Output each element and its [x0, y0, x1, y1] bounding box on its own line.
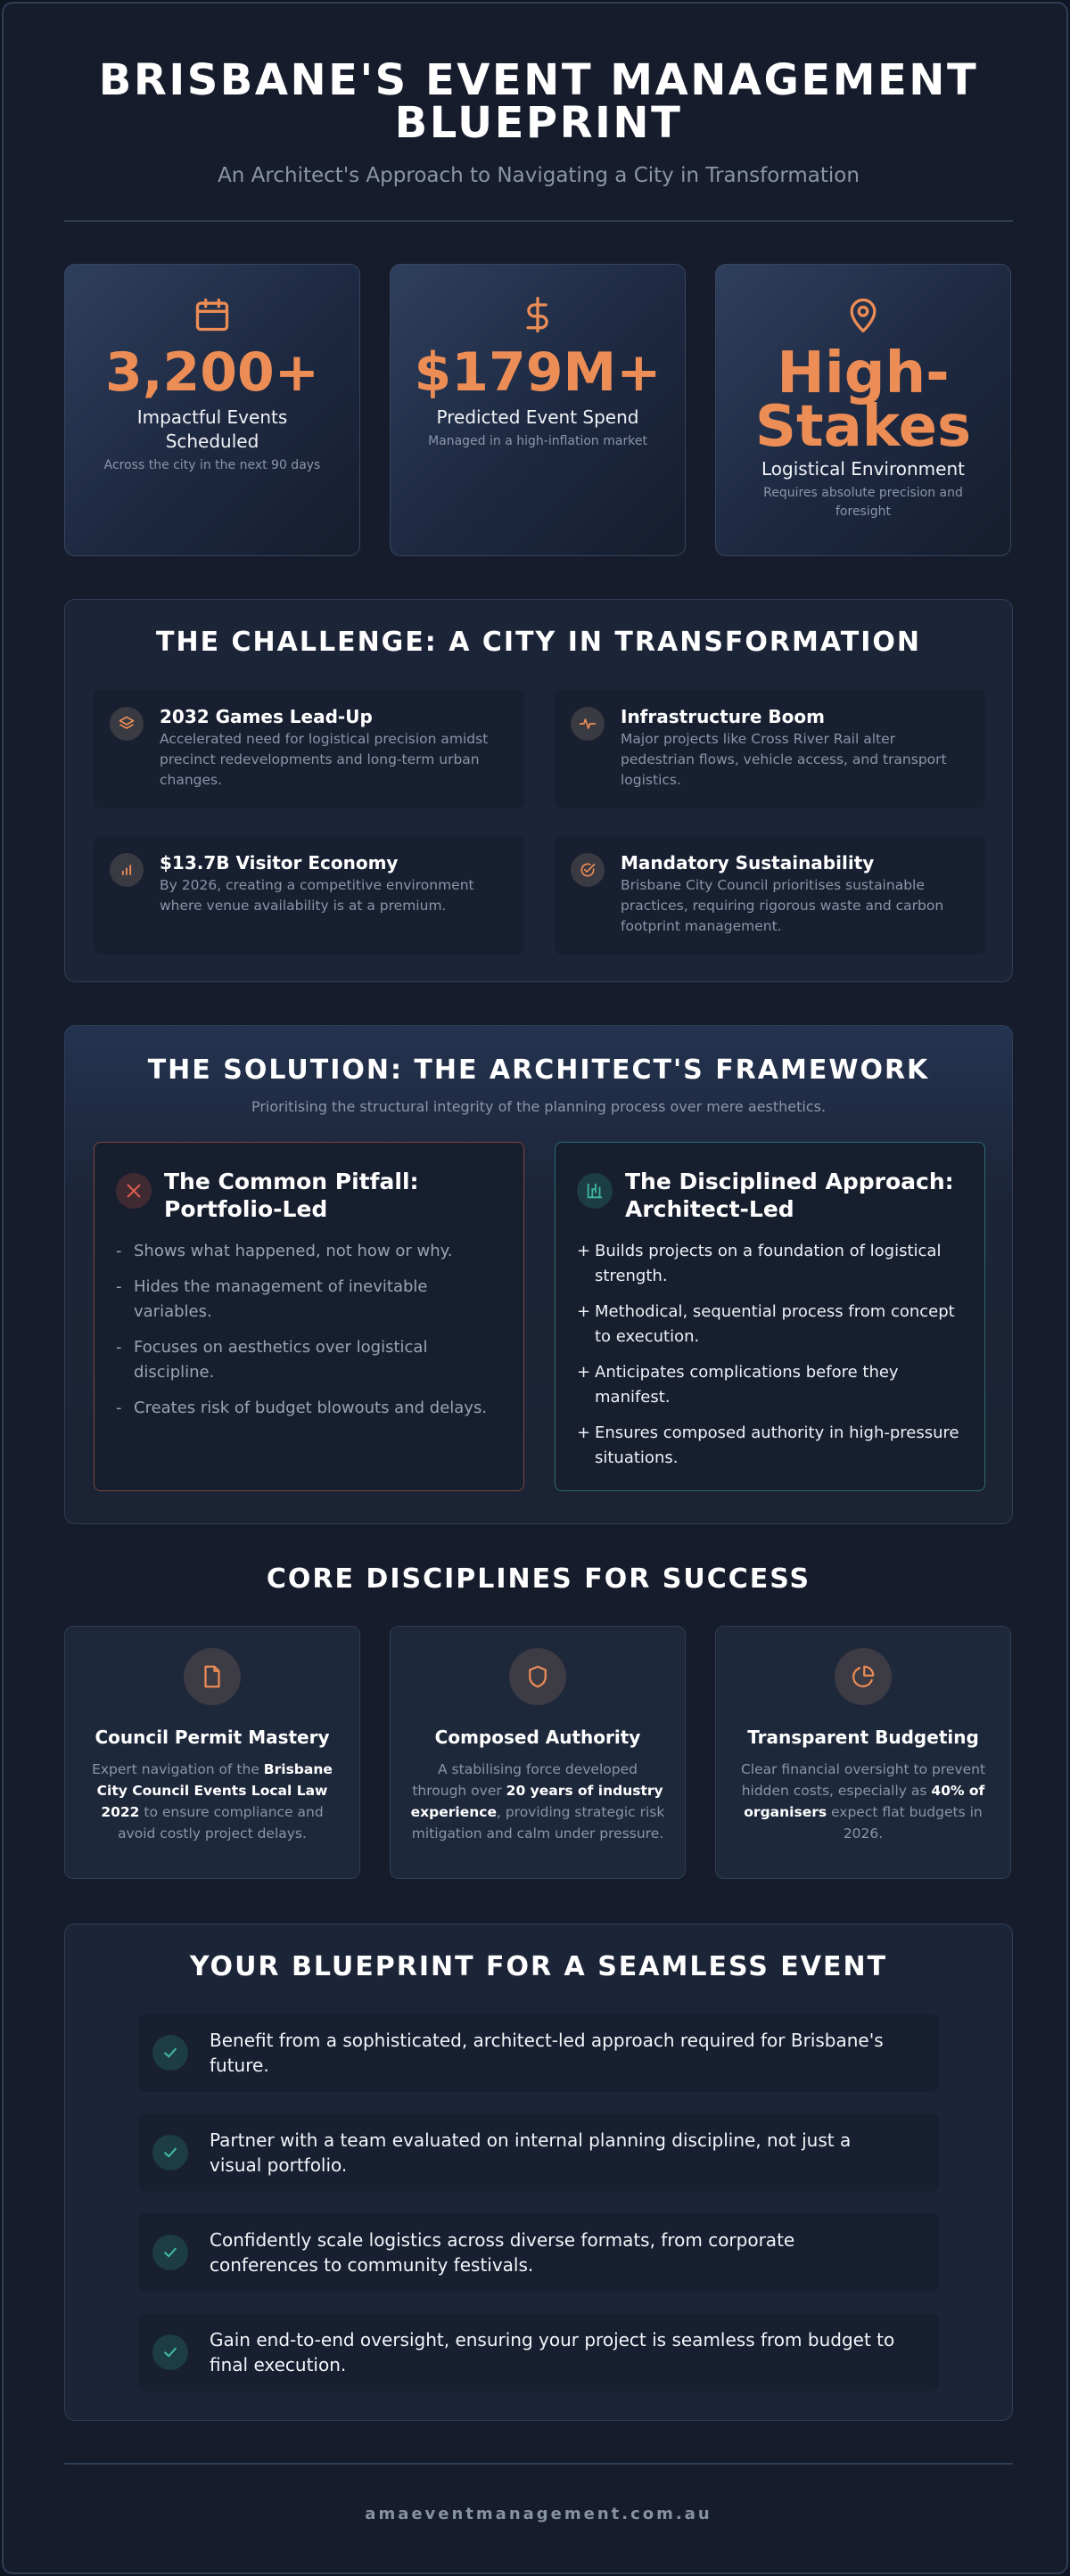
layers-icon — [110, 707, 144, 741]
calendar-icon — [193, 295, 232, 334]
blueprint-text: Confidently scale logistics across diverse formats, from corporate conferences to community festivals. — [210, 2229, 795, 2276]
blueprint-item — [138, 2014, 939, 2092]
stat-value: $179M+ — [414, 341, 662, 404]
solution-section — [64, 1025, 1013, 1524]
blueprint-icon — [577, 1173, 613, 1209]
core-card-permit — [64, 1626, 360, 1879]
blueprint-text: Benefit from a sophisticated, architect-led approach required for Brisbane's future. — [210, 2030, 884, 2076]
challenge-body: Accelerated need for logistical precision amidst precinct redevelopments and long-term urban changes. — [160, 731, 489, 788]
challenge-item — [94, 835, 524, 955]
core-body: A stabilising force developed through over 20 years of industry experience, providing strategic risk mitigation and calm under pressure. — [410, 1761, 665, 1842]
challenge-heading: Infrastructure Boom — [621, 706, 825, 727]
challenge-body: By 2026, creating a competitive environment where venue availability is at a premium. — [160, 877, 474, 914]
core-card-budgeting — [715, 1626, 1011, 1879]
stat-card-events — [64, 264, 360, 556]
challenge-grid — [94, 689, 985, 955]
challenge-item — [94, 689, 524, 808]
infographic-frame — [2, 2, 1068, 2574]
list-item: + Methodical, sequential process from concept to execution. — [577, 1302, 955, 1346]
pitfall-card — [94, 1142, 524, 1491]
challenge-section — [64, 599, 1013, 982]
shield-icon — [509, 1648, 566, 1705]
check-icon — [152, 2235, 188, 2270]
check-icon — [152, 2334, 188, 2370]
challenge-title: THE CHALLENGE: A CITY IN TRANSFORMATION — [156, 627, 921, 658]
page-title: BRISBANE'S EVENT MANAGEMENT BLUEPRINT — [98, 55, 979, 148]
challenge-heading: $13.7B Visitor Economy — [160, 852, 399, 874]
list-item: - Hides the management of inevitable variables. — [116, 1277, 428, 1321]
stats-row — [64, 264, 1013, 556]
blueprint-title: YOUR BLUEPRINT FOR A SEAMLESS EVENT — [189, 1951, 888, 1982]
blueprint-list — [138, 2014, 939, 2413]
challenge-item — [555, 835, 985, 955]
stat-card-spend — [390, 264, 686, 556]
blueprint-section — [64, 1924, 1013, 2421]
check-icon — [152, 2035, 188, 2071]
challenge-heading: 2032 Games Lead-Up — [160, 706, 373, 727]
solution-title: THE SOLUTION: THE ARCHITECT'S FRAMEWORK — [147, 1054, 930, 1086]
approach-list — [577, 1239, 963, 1471]
challenge-item — [555, 689, 985, 808]
blueprint-text: Partner with a team evaluated on internal planning discipline, not just a visual portfolio. — [210, 2129, 852, 2176]
core-heading: Composed Authority — [434, 1727, 641, 1748]
challenge-body: Brisbane City Council prioritises sustainable practices, requiring rigorous waste and carbon footprint management. — [621, 877, 944, 934]
bar-chart-icon — [110, 853, 144, 887]
footer-divider — [64, 2463, 1013, 2465]
x-icon — [116, 1173, 152, 1209]
core-row — [64, 1626, 1013, 1879]
core-title: CORE DISCIPLINES FOR SUCCESS — [266, 1563, 811, 1595]
core-body: Expert navigation of the Brisbane City Council Events Local Law 2022 to ensure compliance and avoid costly project delays. — [92, 1761, 333, 1842]
stat-note: Across the city in the next 90 days — [103, 458, 321, 472]
check-circle-icon — [571, 853, 605, 887]
stat-label: Logistical Environment — [761, 458, 965, 480]
stat-note: Requires absolute precision and foresight — [763, 486, 963, 519]
check-icon — [152, 2135, 188, 2170]
stat-card-environment — [715, 264, 1011, 556]
list-item: + Builds projects on a foundation of logistical strength. — [577, 1242, 942, 1285]
core-heading: Council Permit Mastery — [95, 1727, 330, 1748]
blueprint-text: Gain end-to-end oversight, ensuring your project is seamless from budget to final execution. — [210, 2329, 895, 2375]
pie-chart-icon — [835, 1648, 892, 1705]
core-heading: Transparent Budgeting — [747, 1727, 979, 1748]
pitfall-list — [116, 1239, 502, 1421]
comparison-columns — [94, 1142, 985, 1491]
stat-label: Predicted Event Spend — [436, 406, 639, 428]
list-item: - Focuses on aesthetics over logistical discipline. — [116, 1338, 428, 1382]
stat-value: High-Stakes — [754, 340, 972, 460]
activity-icon — [571, 707, 605, 741]
document-icon — [184, 1648, 241, 1705]
blueprint-item — [138, 2113, 939, 2192]
list-item: + Ensures composed authority in high-pressure situations. — [577, 1423, 959, 1467]
header-divider — [64, 220, 1013, 222]
core-body: Clear financial oversight to prevent hidden costs, especially as 40% of organisers expect flat budgets in 2026. — [740, 1761, 986, 1842]
map-pin-icon — [844, 295, 883, 334]
blueprint-item — [138, 2213, 939, 2292]
blueprint-item — [138, 2313, 939, 2391]
core-card-authority — [390, 1626, 686, 1879]
solution-subtitle: Prioritising the structural integrity of the planning process over mere aesthetics. — [251, 1098, 827, 1115]
page-subtitle: An Architect's Approach to Navigating a City in Transformation — [218, 164, 860, 187]
list-item: - Shows what happened, not how or why. — [116, 1242, 453, 1260]
list-item: + Anticipates complications before they manifest. — [577, 1363, 899, 1407]
challenge-body: Major projects like Cross River Rail alter pedestrian flows, vehicle access, and transport logistics. — [621, 731, 947, 788]
stat-value: 3,200+ — [104, 341, 320, 404]
stat-label: Impactful Events Scheduled — [136, 406, 288, 452]
approach-title: The Disciplined Approach: Architect-Led — [625, 1169, 954, 1222]
pitfall-title: The Common Pitfall: Portfolio-Led — [164, 1169, 419, 1222]
approach-card — [555, 1142, 985, 1491]
dollar-icon — [518, 295, 557, 334]
footer-link[interactable]: amaeventmanagement.com.au — [365, 2505, 712, 2523]
challenge-heading: Mandatory Sustainability — [621, 852, 875, 874]
list-item: - Creates risk of budget blowouts and delays. — [116, 1399, 488, 1417]
stat-note: Managed in a high-inflation market — [428, 434, 647, 448]
